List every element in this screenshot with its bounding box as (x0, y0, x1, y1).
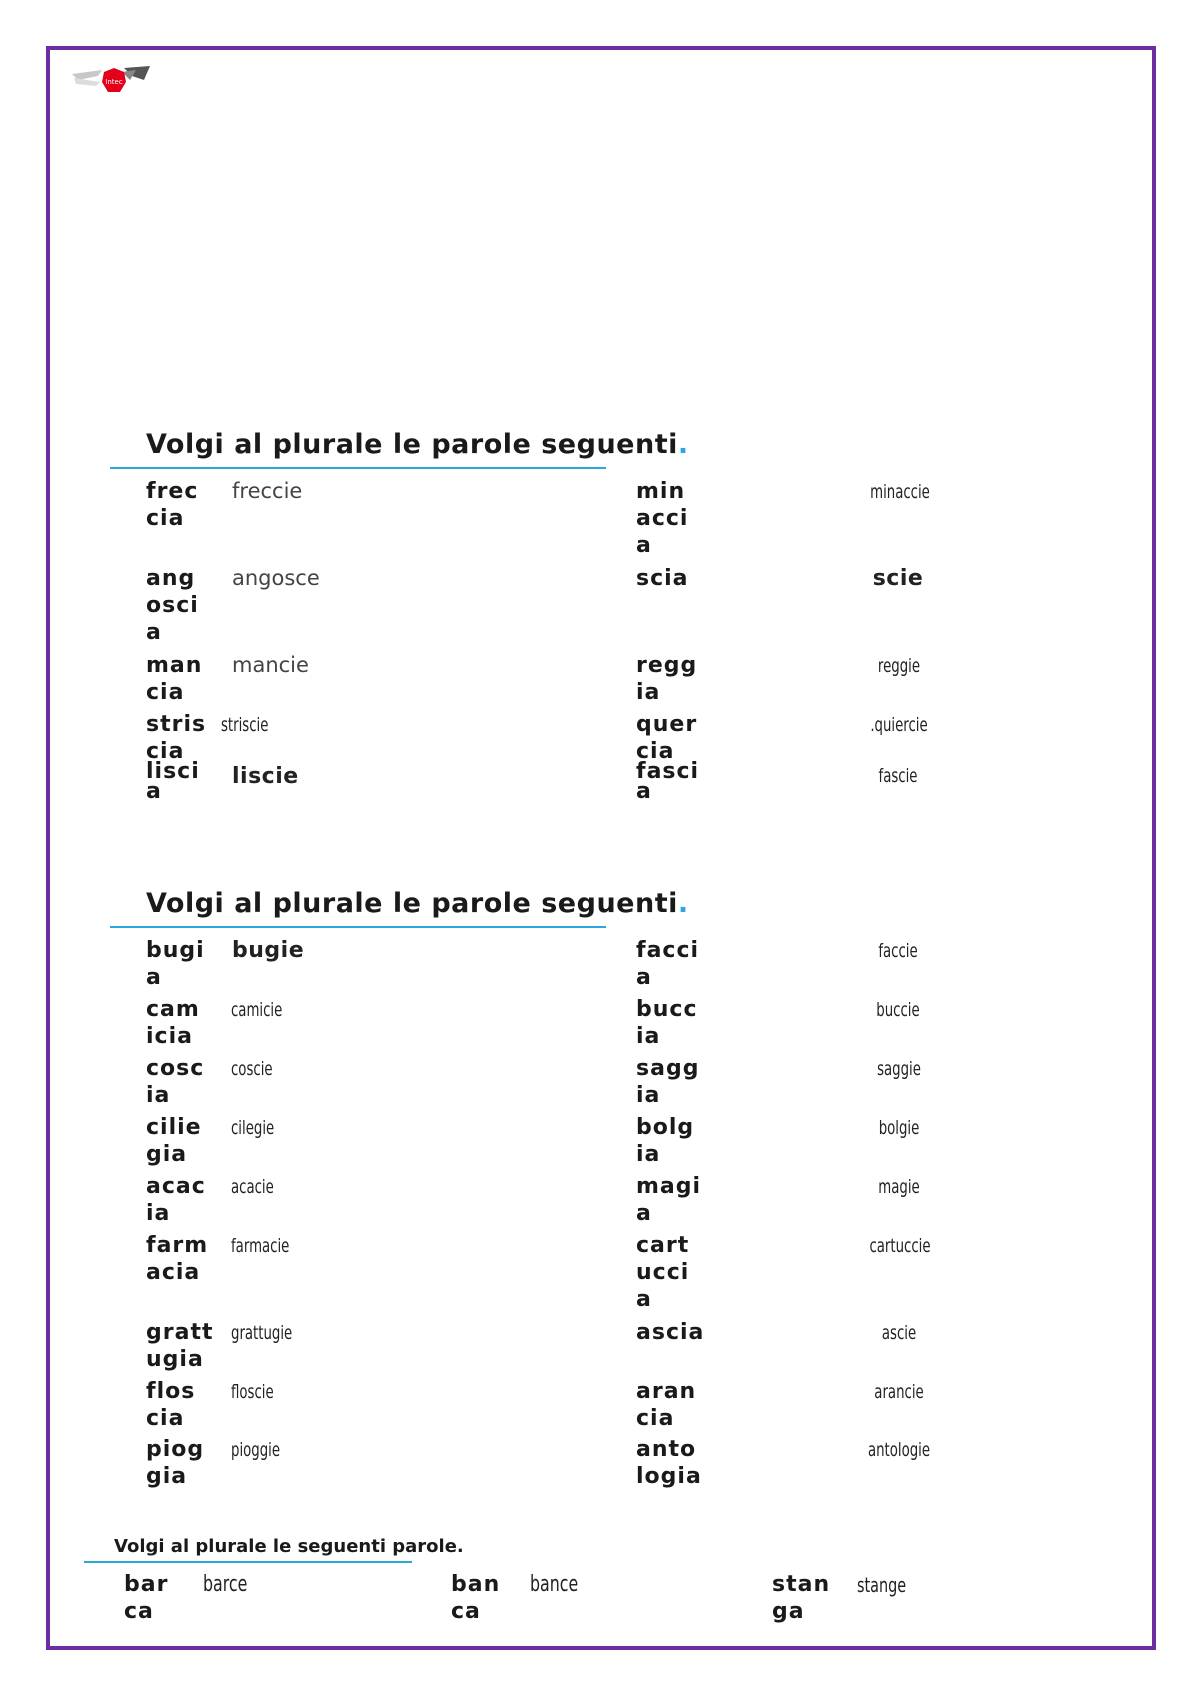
answer-input[interactable]: acacie (231, 1176, 274, 1198)
answer-input[interactable]: bolgie (878, 1117, 920, 1139)
answer-input[interactable]: striscie (221, 714, 269, 736)
answer-input[interactable]: arancie (874, 1381, 924, 1403)
section1-title: Volgi al plurale le parole seguenti. (146, 429, 689, 460)
answer-input[interactable]: angosce (232, 566, 320, 590)
word-cell: ang osci a (146, 566, 199, 645)
word-cell: flos cia (146, 1379, 196, 1431)
section1-title-underline (110, 467, 606, 469)
word-cell: fasci a (636, 759, 700, 804)
word-cell: farm acia (146, 1233, 209, 1285)
answer-input[interactable]: mancie (232, 653, 309, 677)
answer-input[interactable]: cartuccie (869, 1235, 931, 1257)
word-cell: frec cia (146, 479, 199, 531)
word-cell: stris cia (146, 712, 207, 764)
word-cell: min acci a (636, 479, 689, 558)
word-cell: ban ca (451, 1572, 501, 1624)
word-cell: sagg ia (636, 1056, 700, 1108)
answer-input[interactable]: minaccie (870, 481, 930, 503)
answer-input[interactable]: ascie (881, 1322, 917, 1344)
word-cell: piog gia (146, 1437, 205, 1489)
word-cell: regg ia (636, 653, 698, 705)
word-cell: quer cia (636, 712, 698, 764)
word-cell: cart ucci a (636, 1233, 690, 1312)
answer-input[interactable]: barce (203, 1572, 248, 1597)
word-cell: scia (636, 566, 689, 591)
word-cell: aran cia (636, 1379, 697, 1431)
answer-input[interactable]: antologie (867, 1439, 931, 1461)
answer-input[interactable]: faccie (878, 940, 918, 962)
answer-input[interactable]: pioggie (231, 1439, 281, 1461)
word-cell: acac ia (146, 1174, 206, 1226)
word-cell: ascia (636, 1320, 705, 1345)
page-border (46, 46, 1156, 1650)
svg-text:Intec: Intec (105, 78, 123, 86)
word-cell: facci a (636, 938, 700, 990)
word-cell: bar ca (124, 1572, 169, 1624)
word-cell: magi a (636, 1174, 702, 1226)
section3-title: Volgi al plurale le seguenti parole. (114, 1536, 464, 1557)
word-cell: stan ga (772, 1572, 831, 1624)
answer-input[interactable]: floscie (231, 1381, 274, 1403)
answer-input[interactable]: cilegie (231, 1117, 275, 1139)
answer-input[interactable]: coscie (231, 1058, 273, 1080)
section2-title-underline (110, 926, 606, 928)
answer-input[interactable]: freccie (232, 479, 303, 503)
word-cell: bolg ia (636, 1115, 695, 1167)
word-cell: anto logia (636, 1437, 702, 1489)
word-cell: lisci a (146, 759, 200, 804)
answer-input[interactable]: bugie (232, 938, 305, 963)
answer-input[interactable]: scie (872, 566, 924, 591)
word-cell: bugi a (146, 938, 205, 990)
word-cell: cosc ia (146, 1056, 205, 1108)
section2-title: Volgi al plurale le parole seguenti. (146, 888, 689, 919)
answer-input[interactable]: fascie (878, 765, 918, 787)
answer-input[interactable]: reggie (877, 655, 921, 677)
word-cell: gratt ugia (146, 1320, 214, 1372)
answer-input[interactable]: liscie (232, 764, 299, 789)
answer-input[interactable]: .quiercie (870, 714, 928, 736)
intec-logo-icon (72, 66, 164, 102)
answer-input[interactable]: buccie (876, 999, 920, 1021)
answer-input[interactable]: saggie (877, 1058, 921, 1080)
word-cell: cilie gia (146, 1115, 202, 1167)
word-cell: cam icia (146, 997, 200, 1049)
section3-title-underline (84, 1561, 412, 1563)
answer-input[interactable]: grattugie (231, 1322, 293, 1344)
answer-input[interactable]: stange (857, 1573, 907, 1597)
answer-input[interactable]: bance (530, 1572, 579, 1597)
word-cell: man cia (146, 653, 203, 705)
answer-input[interactable]: magie (878, 1176, 920, 1198)
answer-input[interactable]: farmacie (231, 1235, 290, 1257)
answer-input[interactable]: camicie (231, 999, 283, 1021)
word-cell: bucc ia (636, 997, 698, 1049)
